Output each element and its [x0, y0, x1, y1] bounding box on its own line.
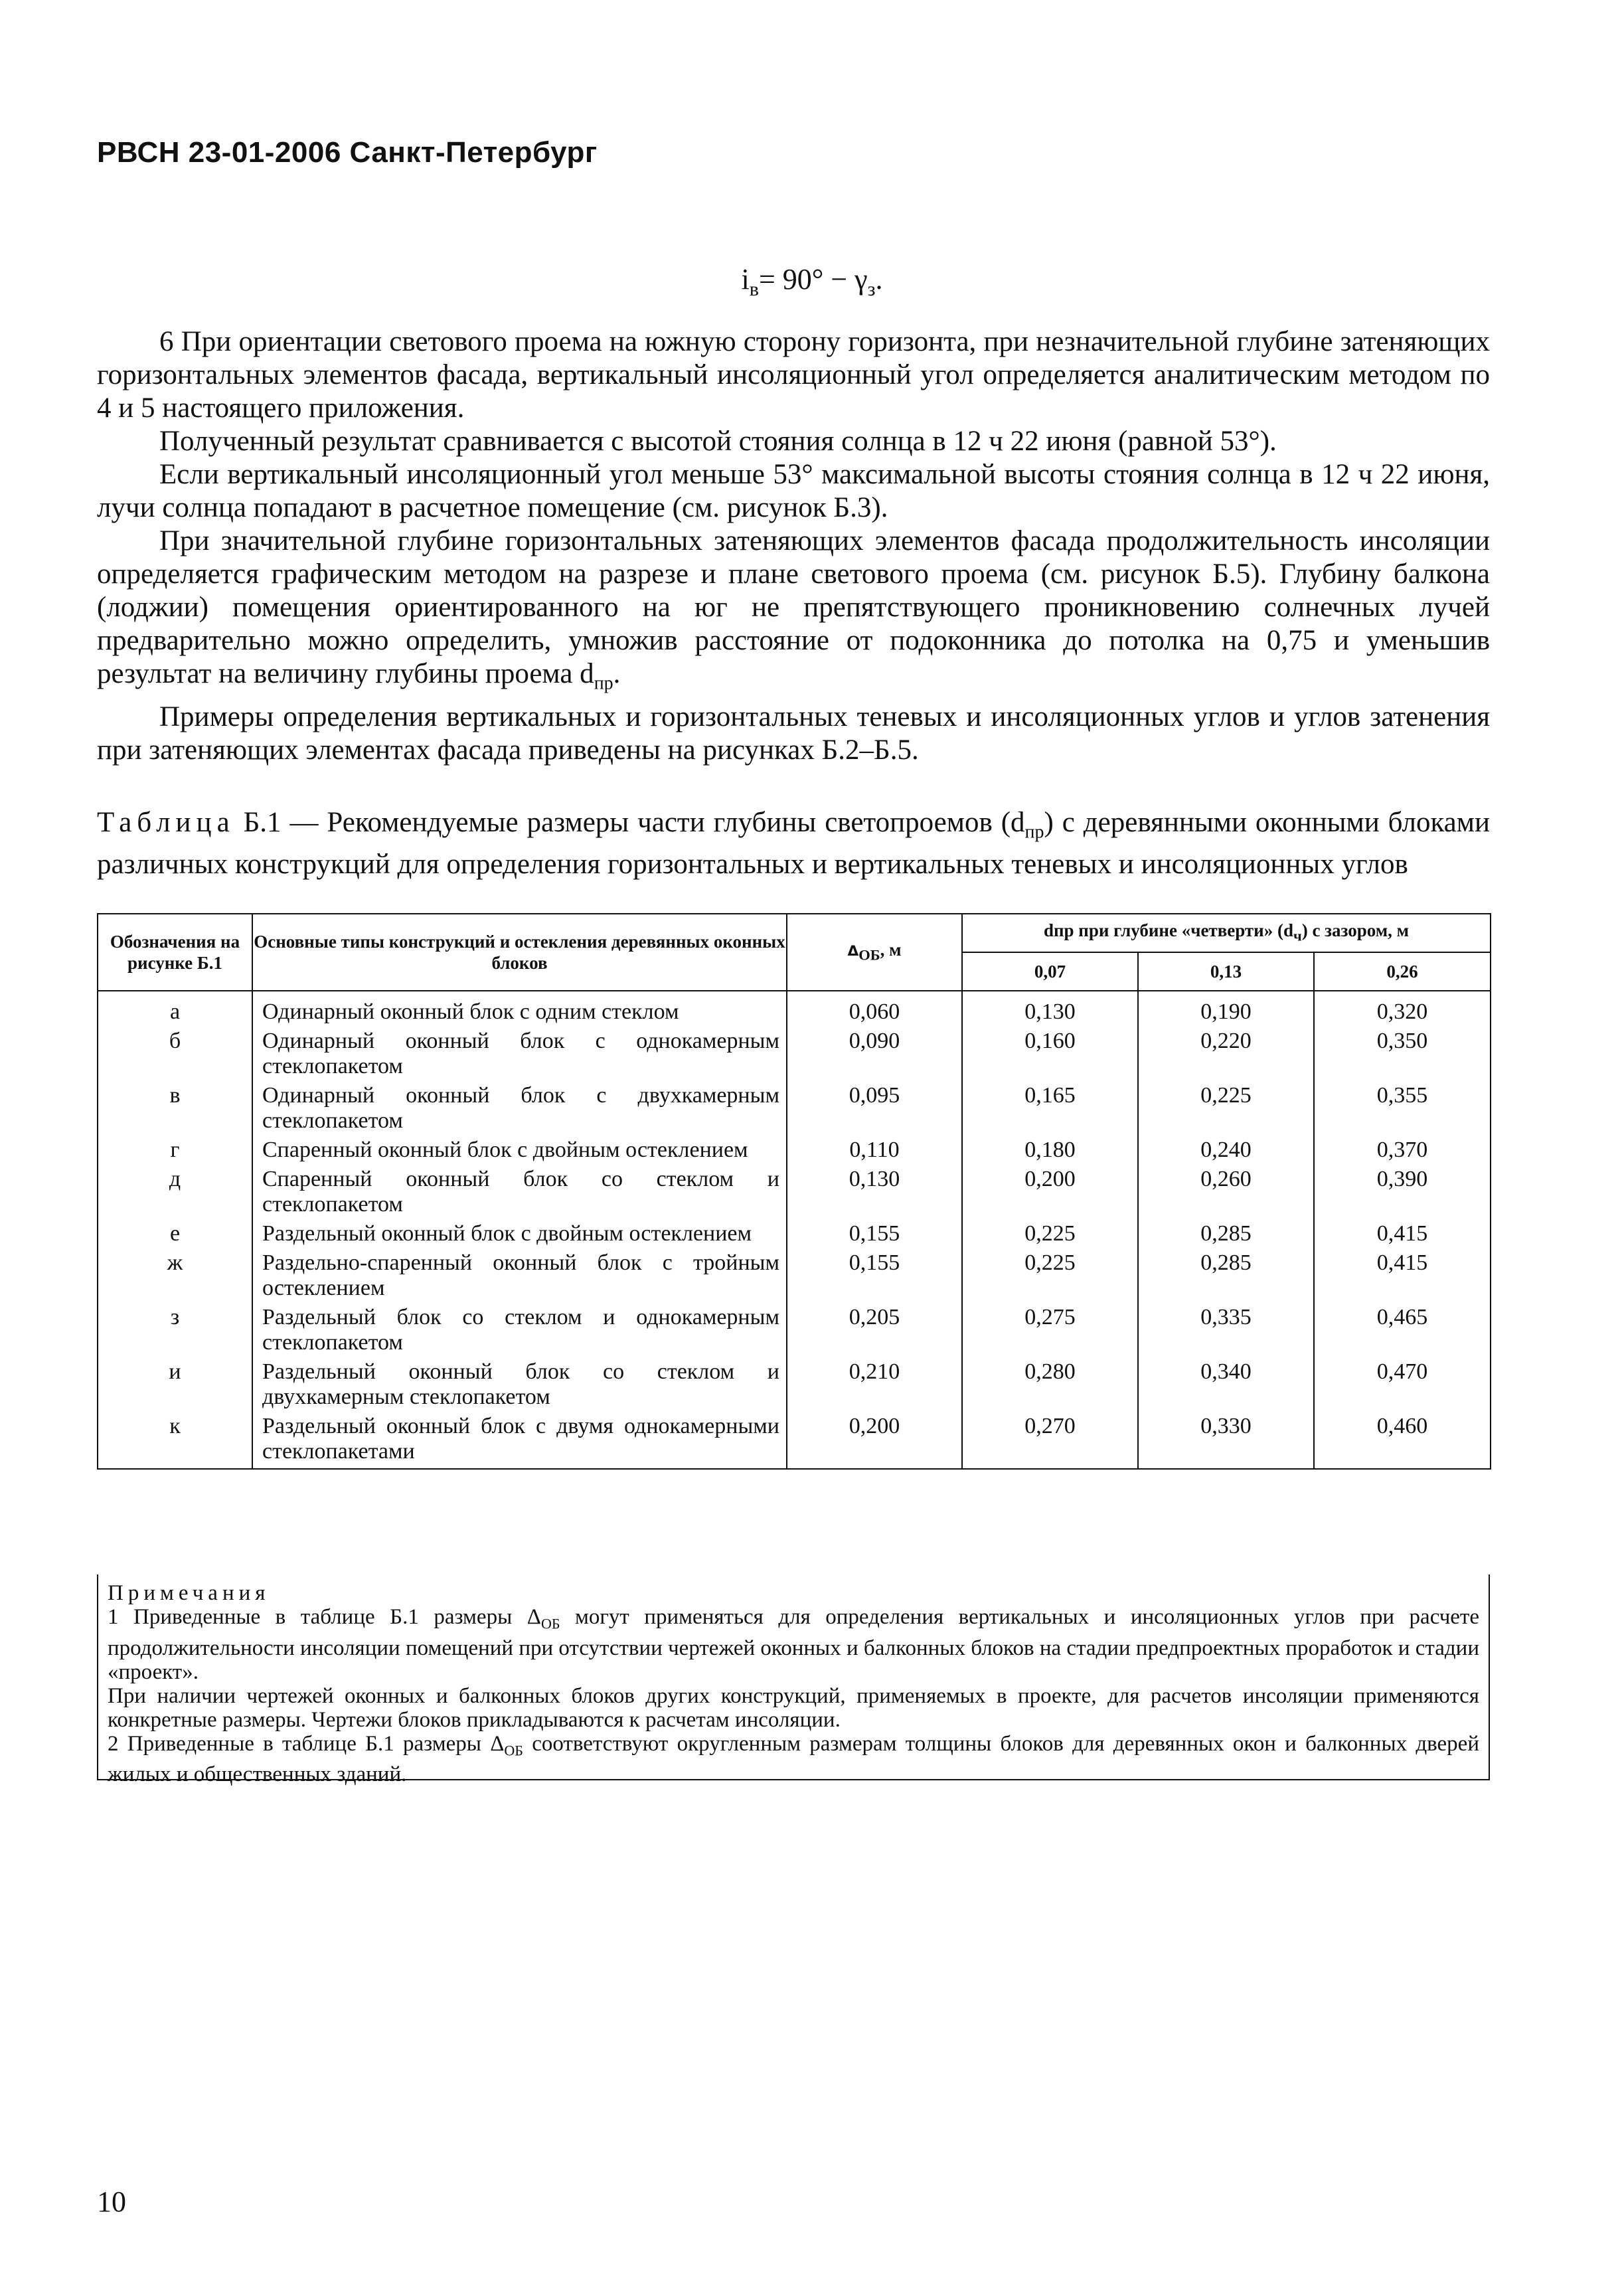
row-value-1: 0,225 — [962, 1221, 1138, 1250]
paragraph-4-sub: пр — [594, 673, 613, 694]
row-description: Раздельный оконный блок с двойным остеклением — [252, 1221, 787, 1250]
table-row — [98, 1167, 1491, 1221]
note-2-sub: ОБ — [504, 1742, 523, 1759]
note-2-b: соответствуют округленным размерам толщины блоков для деревянных окон и балконных дверей жилых и общественных зданий. — [108, 1731, 1479, 1787]
row-delta: 0,095 — [787, 1083, 962, 1138]
caption-text-a: Б.1 — Рекомендуемые размеры части глубины светопроемов (d — [234, 807, 1025, 838]
row-delta: 0,090 — [787, 1029, 962, 1083]
table-row — [98, 1250, 1491, 1305]
header-group-sub: ч — [1293, 927, 1302, 944]
row-value-2: 0,240 — [1138, 1138, 1314, 1167]
formula-rhs-sub: з — [867, 278, 876, 300]
paragraph-4-end: . — [613, 658, 621, 689]
note-2 — [108, 1732, 1479, 1787]
row-value-3: 0,390 — [1314, 1167, 1491, 1221]
row-value-2: 0,220 — [1138, 1029, 1314, 1083]
row-description: Спаренный оконный блок с двойным остеклением — [252, 1138, 787, 1167]
row-delta: 0,060 — [787, 991, 962, 1029]
row-delta: 0,200 — [787, 1414, 962, 1469]
row-label: ж — [98, 1250, 252, 1305]
row-label: е — [98, 1221, 252, 1250]
row-value-1: 0,160 — [962, 1029, 1138, 1083]
row-value-2: 0,285 — [1138, 1221, 1314, 1250]
row-description: Раздельный оконный блок со стеклом и двухкамерным стеклопакетом — [252, 1359, 787, 1414]
header-col-2: 0,13 — [1138, 952, 1314, 991]
paragraph-4 — [97, 525, 1490, 701]
header-type: Основные типы конструкций и остекления деревянных оконных блоков — [252, 914, 787, 991]
row-delta: 0,210 — [787, 1359, 962, 1414]
row-value-2: 0,190 — [1138, 991, 1314, 1029]
formula-lhs-sub: в — [749, 278, 759, 300]
body-text — [97, 325, 1490, 767]
table-row — [98, 1414, 1491, 1469]
row-label: г — [98, 1138, 252, 1167]
row-delta: 0,155 — [787, 1250, 962, 1305]
paragraph-3: Если вертикальный инсоляционный угол меньше 53° максимальной высоты стояния солнца в 12 ч 22 июня, лучи солнца попадают в расчетное помещение (см. рисунок Б.3). — [97, 459, 1490, 523]
caption-sub: пр — [1024, 821, 1044, 843]
row-value-1: 0,180 — [962, 1138, 1138, 1167]
table-row — [98, 1221, 1491, 1250]
row-description: Спаренный оконный блок со стеклом и стеклопакетом — [252, 1167, 787, 1221]
formula-end: . — [875, 263, 883, 296]
header-delta-unit: , м — [880, 939, 902, 960]
row-value-2: 0,340 — [1138, 1359, 1314, 1414]
row-label: б — [98, 1029, 252, 1083]
caption-text-b: ) с деревянными оконными блоками различных конструкций для определения горизонтальных и вертикальных теневых и инсоляционных углов — [97, 807, 1490, 880]
row-label: к — [98, 1414, 252, 1469]
table-notes — [97, 1574, 1490, 1787]
paragraph-1: 6 При ориентации светового проема на южную сторону горизонта, при незначительной глубине затеняющих горизонтальных элементов фасада, вертикальный инсоляционный угол определяется аналитическим методом по 4 и 5 настоящего приложения. — [97, 326, 1490, 424]
header-label: Обозначения на рисунке Б.1 — [98, 914, 252, 991]
row-value-3: 0,355 — [1314, 1083, 1491, 1138]
caption-label: Таблица — [97, 807, 235, 838]
row-value-1: 0,270 — [962, 1414, 1138, 1469]
formula-lhs: i — [741, 263, 750, 296]
table-row — [98, 1359, 1491, 1414]
row-value-2: 0,330 — [1138, 1414, 1314, 1469]
header-col-3: 0,26 — [1314, 952, 1491, 991]
note-1-sub: ОБ — [540, 1615, 560, 1632]
row-value-1: 0,275 — [962, 1305, 1138, 1359]
row-delta: 0,110 — [787, 1138, 962, 1167]
row-value-3: 0,415 — [1314, 1221, 1491, 1250]
row-description: Раздельный оконный блок с двумя однокамерными стеклопакетами — [252, 1414, 787, 1469]
row-value-3: 0,350 — [1314, 1029, 1491, 1083]
note-1-continuation: При наличии чертежей оконных и балконных блоков других конструкций, применяемых в проекте, для расчетов инсоляции применяются конкретные размеры. Чертежи блоков прикладываются к расчетам инсоляции. — [108, 1683, 1479, 1732]
note-1-a: 1 Приведенные в таблице Б.1 размеры Δ — [108, 1605, 541, 1629]
row-value-1: 0,200 — [962, 1167, 1138, 1221]
row-value-1: 0,130 — [962, 991, 1138, 1029]
notes-title: Примечания — [108, 1581, 270, 1605]
note-1 — [108, 1605, 1479, 1684]
row-label: в — [98, 1083, 252, 1138]
note-2-a: 2 Приведенные в таблице Б.1 размеры Δ — [108, 1731, 505, 1756]
row-label: з — [98, 1305, 252, 1359]
row-value-3: 0,415 — [1314, 1250, 1491, 1305]
header-delta-sub: ОБ — [858, 946, 880, 964]
row-value-2: 0,260 — [1138, 1167, 1314, 1221]
row-value-2: 0,285 — [1138, 1250, 1314, 1305]
paragraph-2: Полученный результат сравнивается с высотой стояния солнца в 12 ч 22 июня (равной 53°). — [159, 426, 1277, 457]
row-value-2: 0,225 — [1138, 1083, 1314, 1138]
header-group — [962, 914, 1491, 952]
row-description: Раздельно-спаренный оконный блок с тройным остеклением — [252, 1250, 787, 1305]
table-row — [98, 1029, 1491, 1083]
formula — [0, 262, 1624, 301]
row-value-3: 0,320 — [1314, 991, 1491, 1029]
row-delta: 0,130 — [787, 1167, 962, 1221]
header-col-1: 0,07 — [962, 952, 1138, 991]
row-delta: 0,155 — [787, 1221, 962, 1250]
header-delta-symbol: Δ — [847, 942, 859, 960]
row-value-1: 0,280 — [962, 1359, 1138, 1414]
header-group-b: ) с зазором, м — [1301, 920, 1410, 940]
header-group-a: dпр при глубине «четверти» (d — [1043, 920, 1293, 940]
row-value-3: 0,465 — [1314, 1305, 1491, 1359]
row-delta: 0,205 — [787, 1305, 962, 1359]
row-description: Одинарный оконный блок с двухкамерным стеклопакетом — [252, 1083, 787, 1138]
row-label: д — [98, 1167, 252, 1221]
row-label: а — [98, 991, 252, 1029]
paragraph-4-main: При значительной глубине горизонтальных затеняющих элементов фасада продолжительность инсоляции определяется графическим методом на разрезе и плане светового проема (см. рисунок Б.5). Глубину балкона (лоджии) помещения ориентированного на юг не препятствующего проникновению солнечных лучей предварительно можно определить, умножив расстояние от подоконника до потолка на 0,75 и уменьшив результат на величину глубины проема d — [97, 525, 1490, 689]
row-value-1: 0,225 — [962, 1250, 1138, 1305]
row-description: Одинарный оконный блок с одним стеклом — [252, 991, 787, 1029]
row-value-2: 0,335 — [1138, 1305, 1314, 1359]
row-value-3: 0,460 — [1314, 1414, 1491, 1469]
dimensions-table — [97, 913, 1491, 1470]
row-label: и — [98, 1359, 252, 1414]
document-header: РВСН 23-01-2006 Санкт-Петербург — [97, 136, 598, 169]
table-row — [98, 1138, 1491, 1167]
row-value-3: 0,370 — [1314, 1138, 1491, 1167]
table-caption — [97, 807, 1490, 881]
table-row — [98, 1083, 1491, 1138]
row-value-3: 0,470 — [1314, 1359, 1491, 1414]
page-number: 10 — [97, 2185, 126, 2218]
header-delta — [787, 914, 962, 991]
row-value-1: 0,165 — [962, 1083, 1138, 1138]
table-row — [98, 1305, 1491, 1359]
paragraph-5: Примеры определения вертикальных и горизонтальных теневых и инсоляционных углов и углов затенения при затеняющих элементах фасада приведены на рисунках Б.2–Б.5. — [97, 701, 1490, 766]
row-description: Раздельный блок со стеклом и однокамерным стеклопакетом — [252, 1305, 787, 1359]
table-row — [98, 991, 1491, 1029]
formula-rhs: = 90° − γ — [758, 263, 868, 296]
row-description: Одинарный оконный блок с однокамерным стеклопакетом — [252, 1029, 787, 1083]
note-1-b: могут применяться для определения вертикальных и инсоляционных углов при расчете продолжительности инсоляции помещений при отсутствии чертежей оконных и балконных блоков на стадии предпроектных проработок и стадии «проект». — [108, 1605, 1480, 1684]
